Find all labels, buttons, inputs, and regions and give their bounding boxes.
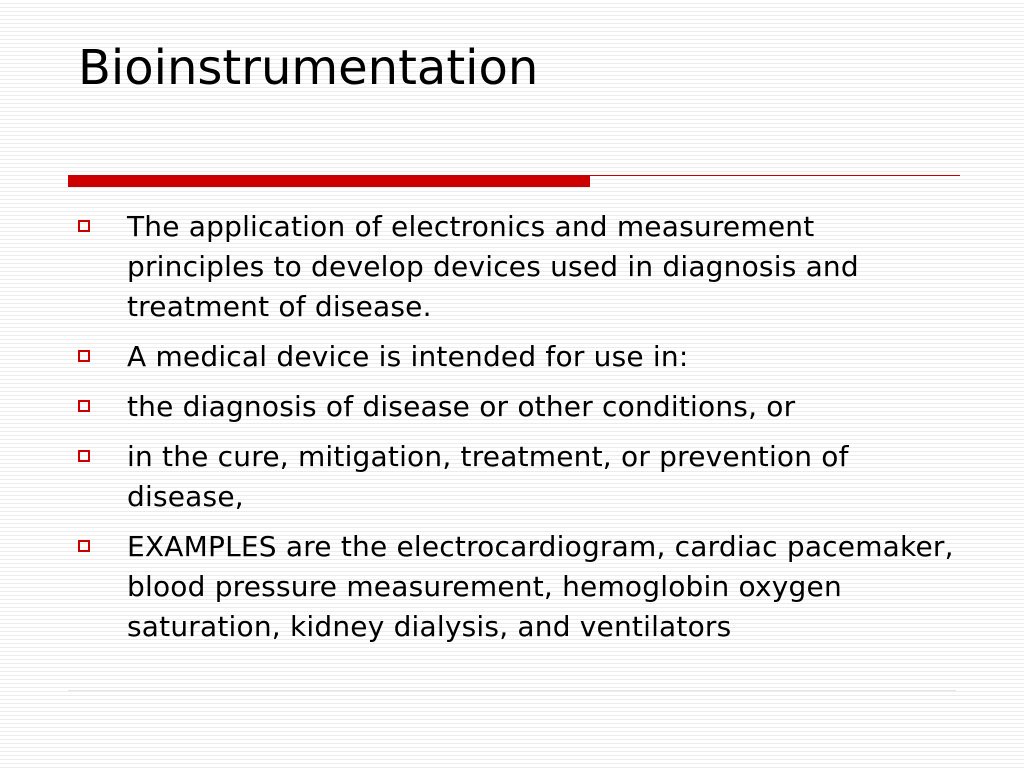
hollow-square-icon bbox=[78, 350, 90, 362]
footer-divider bbox=[68, 690, 956, 691]
bullet-item bbox=[78, 207, 958, 327]
bullet-text: A medical device is intended for use in: bbox=[127, 340, 689, 373]
hollow-square-icon bbox=[78, 450, 90, 462]
bullet-item bbox=[78, 437, 958, 517]
bullet-item bbox=[78, 527, 958, 647]
hollow-square-icon bbox=[78, 220, 90, 232]
bullet-list bbox=[78, 207, 958, 657]
hollow-square-icon bbox=[78, 540, 90, 552]
bullet-text: the diagnosis of disease or other conditions, or bbox=[127, 390, 796, 423]
bullet-text: in the cure, mitigation, treatment, or prevention of disease, bbox=[127, 440, 849, 513]
bullet-text: The application of electronics and measurement principles to develop devices used in diagnosis and treatment of disease. bbox=[127, 210, 859, 323]
bullet-item bbox=[78, 337, 958, 377]
title-underline-thin bbox=[590, 175, 960, 176]
title-underline-thick bbox=[68, 175, 590, 187]
hollow-square-icon bbox=[78, 400, 90, 412]
bullet-item bbox=[78, 387, 958, 427]
slide-title: Bioinstrumentation bbox=[78, 40, 539, 96]
bullet-text: EXAMPLES are the electrocardiogram, cardiac pacemaker, blood pressure measurement, hemoglobin oxygen saturation, kidney dialysis, and ventilators bbox=[127, 530, 954, 643]
